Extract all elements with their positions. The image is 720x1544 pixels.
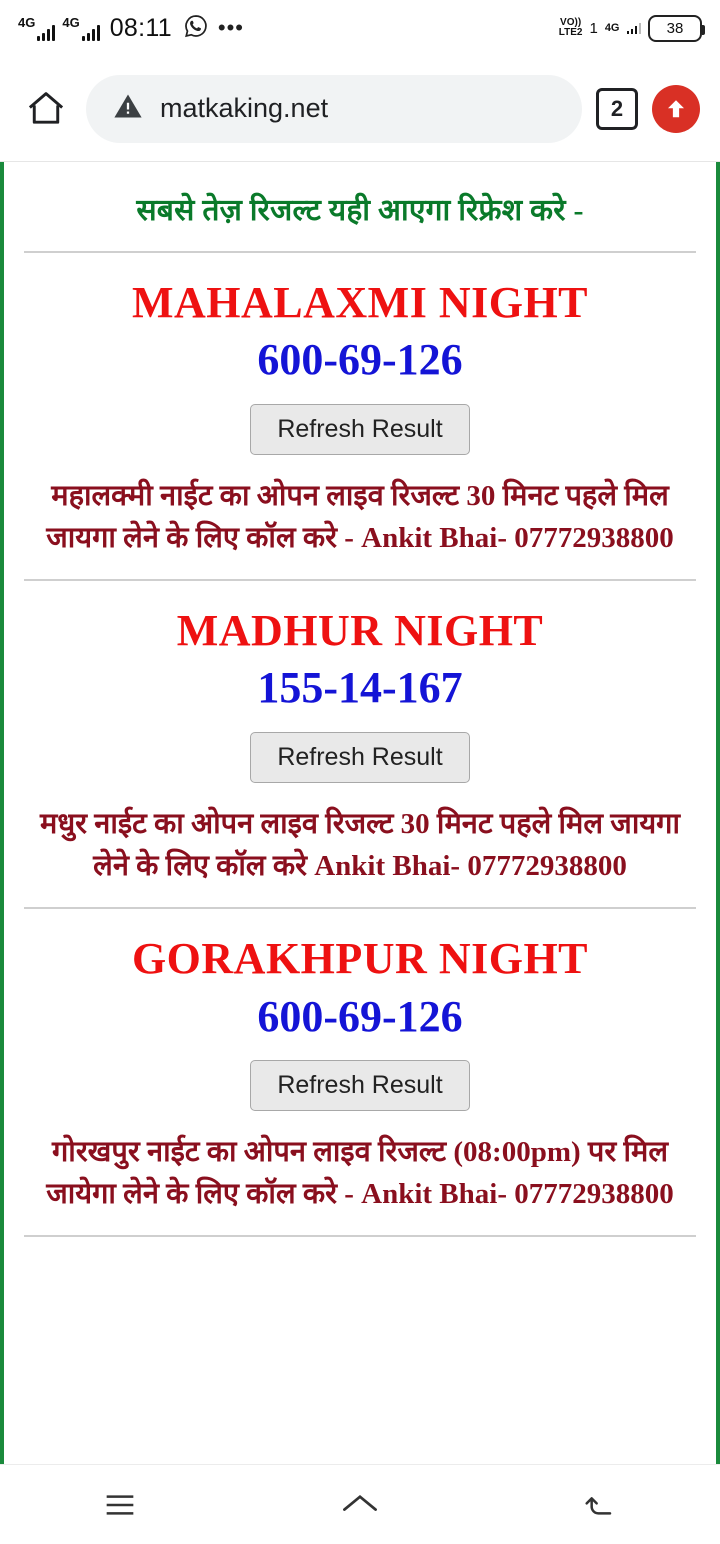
network-right-label: 4G [604, 22, 620, 34]
game-title: MAHALAXMI NIGHT [131, 278, 589, 327]
game-result-number: 600-69-126 [257, 991, 463, 1041]
volte-icon: VO)) LTE2 [558, 16, 583, 38]
sim2-signal-icon [82, 23, 100, 41]
refresh-result-button[interactable]: Refresh Result [250, 732, 469, 783]
browser-toolbar [0, 56, 720, 162]
status-clock: 08:11 [109, 13, 172, 42]
upload-arrow-icon[interactable] [652, 85, 700, 133]
battery-percent: 38 [666, 19, 684, 37]
game-result-number: 600-69-126 [257, 335, 463, 385]
menu-lines-icon[interactable] [65, 1475, 175, 1535]
status-bar [0, 0, 720, 56]
refresh-result-button[interactable]: Refresh Result [250, 404, 469, 455]
whatsapp-icon [183, 13, 209, 44]
sim1-signal-icon [37, 23, 55, 41]
sim-indicator: 1 [589, 19, 598, 37]
refresh-result-button[interactable]: Refresh Result [250, 1060, 469, 1111]
divider [24, 1235, 696, 1237]
signal-right-icon [627, 23, 642, 34]
back-arrow-icon[interactable] [545, 1475, 655, 1535]
webpage-content [0, 162, 720, 1464]
sim2-signal [62, 16, 99, 41]
system-navigation-bar [0, 1464, 720, 1544]
game-block-gorakhpur-night [18, 909, 702, 1235]
game-note: मधुर नाईट का ओपन लाइव रिजल्ट 30 मिनट पहले मिल जायगा लेने के लिए कॉल करे Ankit Bhai- 07772938800 [39, 808, 680, 883]
game-result-number: 155-14-167 [257, 663, 463, 713]
game-block-mahalaxmi-night [18, 253, 702, 579]
game-note: गोरखपुर नाईट का ओपन लाइव रिजल्ट (08:00pm) पर मिल जायेगा लेने के लिए कॉल करे - Ankit Bhai- 07772938800 [46, 1136, 674, 1211]
game-title: MADHUR NIGHT [176, 606, 544, 656]
url-text: matkaking.net [160, 93, 329, 123]
home-icon[interactable] [20, 83, 72, 135]
game-note: महालक्मी नाईट का ओपन लाइव रिजल्ट 30 मिनट पहले मिल जायगा लेने के लिए कॉल करे - Ankit Bhai- 07772938800 [46, 479, 674, 555]
sim1-signal [18, 16, 55, 41]
game-block-madhur-night [18, 581, 702, 907]
ellipsis-icon: ••• [217, 15, 245, 40]
warning-triangle-icon [112, 90, 144, 127]
status-bar-right [559, 15, 702, 42]
sim2-network-label: 4G [62, 14, 80, 30]
status-bar-left [18, 13, 244, 44]
page-tagline: सबसे तेज़ रिजल्ट यही आएगा रिफ्रेश करे - [136, 194, 584, 227]
sim1-network-label: 4G [18, 14, 36, 30]
tab-switcher-button[interactable]: 2 [596, 88, 638, 130]
battery-icon [648, 15, 702, 42]
address-bar[interactable] [86, 75, 582, 143]
home-outline-icon[interactable] [305, 1475, 415, 1535]
game-title: GORAKHPUR NIGHT [131, 934, 589, 984]
